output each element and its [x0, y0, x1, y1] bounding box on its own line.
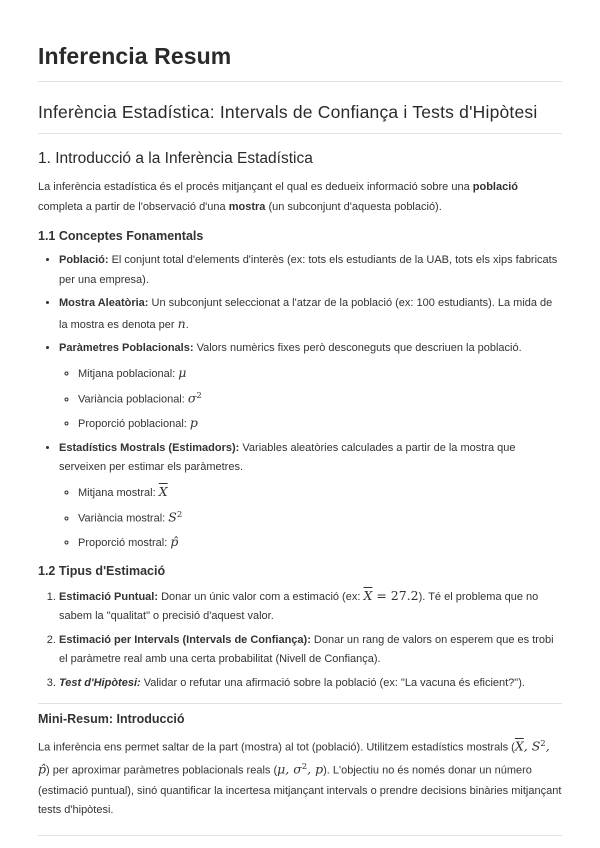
types-heading: 1.2 Tipus d'Estimació	[38, 563, 166, 578]
concepts-heading: 1.1 Conceptes Fonamentals	[38, 229, 204, 243]
list-item: ◦ Variància mostral: $S^2$	[78, 506, 562, 529]
list-item: 1. Estimació Puntual: Donar un únic valor com a estimació (ex: $\overline{X} = 27.2$). Té el problema que no sabem la "qualitat" o precisió d'aquest valor.	[59, 586, 562, 627]
summary-box	[38, 703, 562, 820]
summary-paragraph: La inferència ens permet saltar de la part (mostra) al tot (població). Utilitzem estadístics mostrals ($\overline{X}$, $S^2$, p̂) per aproximar paràmetres poblacionals reals (μ, $\sigma^2$, p). L'objectiu no és només donar un número (estimació puntual), sinó quantificar la incertesa mitjançant intervals o prendre decisions binàries mitjançant tests d'hipòtesi.	[38, 738, 562, 817]
types-list	[38, 586, 562, 694]
sample-stats-list	[59, 482, 562, 554]
list-item: ◦ Mitjana mostral: $\overline{X}$	[78, 482, 562, 504]
population-params-list	[59, 363, 562, 435]
list-item: ◦ Proporció poblacional: p	[78, 413, 562, 435]
list-item: 3. Test d'Hipòtesi: Validar o refutar una afirmació sobre la població (ex: "La vacuna és eficient?").	[59, 674, 562, 694]
document-title: Inferencia Resum	[38, 43, 562, 82]
list-item: ◦ Proporció mostral: p̂	[78, 532, 562, 554]
list-item: ◦ Variància poblacional: $\sigma^2$	[78, 387, 562, 410]
list-item: • Paràmetres Poblacionals: Valors numèrics fixes però desconeguts que descriuen la població. ◦ Mitjana poblacional: μ ◦ Variància poblacional: $\sigma^2$ ◦ Proporció poblacional: p	[59, 339, 562, 435]
list-item: • Estadístics Mostrals (Estimadors): Variables aleatòries calculades a partir de la mostra que serveixen per estimar els paràmetres. ◦ Mitjana mostral: $\overline{X}$ ◦ Variància mostral: $S^2$ ◦ Proporció mostral: p̂	[59, 439, 562, 554]
intro-heading: 1. Introducció a la Inferència Estadística	[38, 150, 313, 167]
list-item: • Mostra Aleatòria: Un subconjunt seleccionat a l'atzar de la població (ex: 100 estudiants). La mida de la mostra es denota per n.	[59, 294, 562, 335]
divider	[38, 835, 562, 836]
list-item: • Població: El conjunt total d'elements d'interès (ex: tots els estudiants de la UAB, tots els xips fabricats per una empresa).	[59, 251, 562, 290]
list-item: ◦ Mitjana poblacional: μ	[78, 363, 562, 385]
intro-paragraph: La inferència estadística és el procés mitjançant el qual es dedueix informació sobre una població completa a partir de l'observació d'una mostra (un subconjunt d'aquesta població).	[38, 181, 518, 213]
section-title: Inferència Estadística: Intervals de Confiança i Tests d'Hipòtesi	[38, 102, 562, 134]
concepts-list	[38, 251, 562, 554]
list-item: 2. Estimació per Intervals (Intervals de Confiança): Donar un rang de valors on esperem que es trobi el paràmetre real amb una certa probabilitat (Nivell de Confiança).	[59, 631, 562, 670]
summary-heading: Mini-Resum: Introducció	[38, 712, 185, 727]
